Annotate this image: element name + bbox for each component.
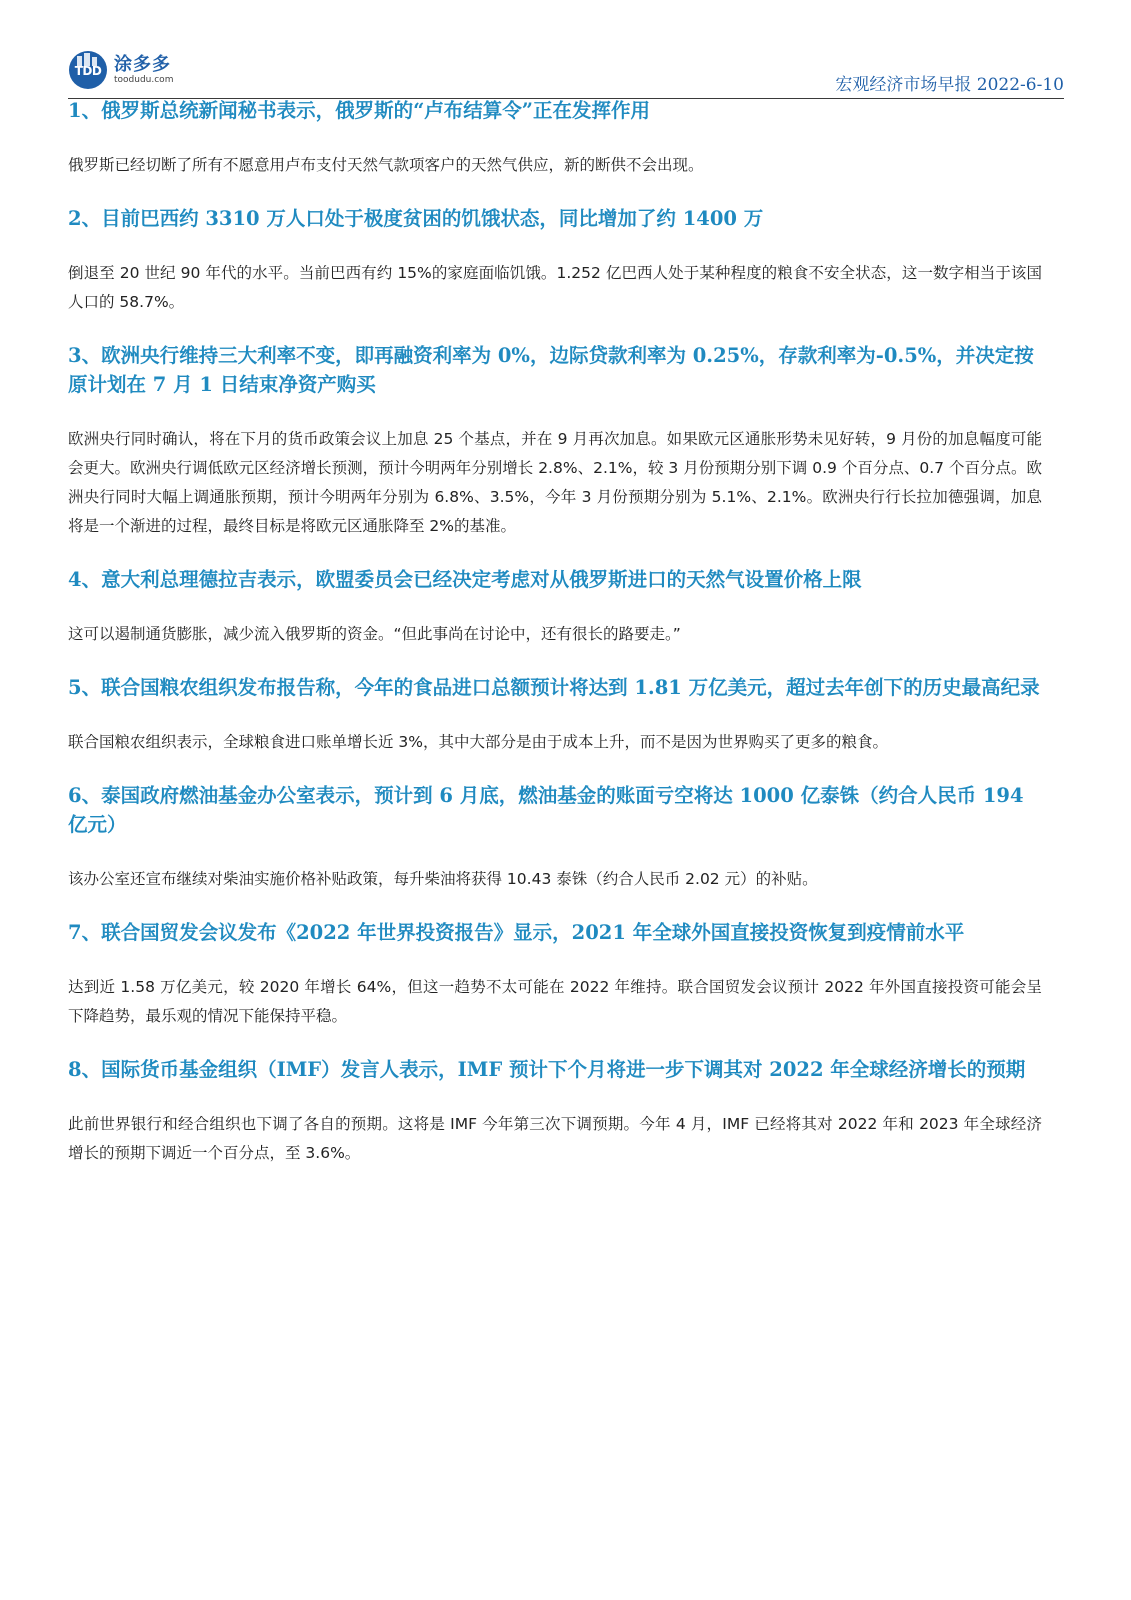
news-list bbox=[68, 96, 1042, 1168]
report-title: 宏观经济市场早报 2022-6-10 bbox=[835, 75, 1064, 95]
news-headline: 7、联合国贸发会议发布《2022 年世界投资报告》显示，2021 年全球外国直接投资恢复到疫情前水平 bbox=[68, 921, 965, 944]
news-body: 达到近 1.58 万亿美元，较 2020 年增长 64%，但这一趋势不太可能在 2022 年维持。联合国贸发会议预计 2022 年外国直接投资可能会呈下降趋势，最乐观的情况下能保持平稳。 bbox=[68, 978, 1042, 1025]
news-item bbox=[68, 96, 1042, 180]
news-body: 欧洲央行同时确认，将在下月的货币政策会议上加息 25 个基点，并在 9 月再次加息。如果欧元区通胀形势未见好转，9 月份的加息幅度可能会更大。欧洲央行调低欧元区经济增长预测，预计今明两年分别增长 2.8%、2.1%，较 3 月份预期分别下调 0.9 个百分点、0.7 个百分点。欧洲央行同时大幅上调通胀预期，预计今明两年分别为 6.8%、3.5%，今年 3 月份预期分别为 5.1%、2.1%。欧洲央行行长拉加德强调，加息将是一个渐进的过程，最终目标是将欧元区通胀降至 2%的基准。 bbox=[68, 430, 1042, 535]
news-item bbox=[68, 565, 1042, 649]
news-body: 俄罗斯已经切断了所有不愿意用卢布支付天然气款项客户的天然气供应，新的断供不会出现。 bbox=[68, 156, 704, 174]
logo-url: toodudu.com bbox=[114, 75, 174, 85]
logo-badge-icon bbox=[68, 50, 108, 90]
news-body: 联合国粮农组织表示，全球粮食进口账单增长近 3%，其中大部分是由于成本上升，而不是因为世界购买了更多的粮食。 bbox=[68, 733, 889, 751]
news-headline: 1、俄罗斯总统新闻秘书表示，俄罗斯的“卢布结算令”正在发挥作用 bbox=[68, 99, 651, 122]
news-headline: 5、联合国粮农组织发布报告称，今年的食品进口总额预计将达到 1.81 万亿美元，超过去年创下的历史最高纪录 bbox=[68, 676, 1040, 699]
news-item bbox=[68, 781, 1042, 894]
news-item bbox=[68, 341, 1042, 541]
news-body: 此前世界银行和经合组织也下调了各自的预期。这将是 IMF 今年第三次下调预期。今年 4 月，IMF 已经将其对 2022 年和 2023 年全球经济增长的预期下调近一个百分点，至 3.6%。 bbox=[68, 1115, 1042, 1162]
news-headline: 4、意大利总理德拉吉表示，欧盟委员会已经决定考虑对从俄罗斯进口的天然气设置价格上限 bbox=[68, 568, 862, 591]
news-item bbox=[68, 1055, 1042, 1168]
page-header bbox=[68, 42, 1064, 99]
news-headline: 8、国际货币基金组织（IMF）发言人表示，IMF 预计下个月将进一步下调其对 2022 年全球经济增长的预期 bbox=[68, 1058, 1026, 1081]
news-body: 倒退至 20 世纪 90 年代的水平。当前巴西有约 15%的家庭面临饥饿。1.252 亿巴西人处于某种程度的粮食不安全状态，这一数字相当于该国人口的 58.7%。 bbox=[68, 264, 1042, 311]
news-item bbox=[68, 673, 1042, 757]
logo-name: 涂多多 bbox=[114, 54, 171, 75]
news-headline: 2、目前巴西约 3310 万人口处于极度贫困的饥饿状态，同比增加了约 1400 万 bbox=[68, 207, 764, 230]
news-item bbox=[68, 918, 1042, 1031]
news-body: 该办公室还宣布继续对柴油实施价格补贴政策，每升柴油将获得 10.43 泰铢（约合人民币 2.02 元）的补贴。 bbox=[68, 870, 818, 888]
news-item bbox=[68, 204, 1042, 317]
news-headline: 3、欧洲央行维持三大利率不变，即再融资利率为 0%，边际贷款利率为 0.25%，存款利率为-0.5%，并决定按原计划在 7 月 1 日结束净资产购买 bbox=[68, 344, 1034, 396]
company-logo bbox=[68, 44, 208, 90]
news-body: 这可以遏制通货膨胀，减少流入俄罗斯的资金。“但此事尚在讨论中，还有很长的路要走。” bbox=[68, 625, 681, 643]
logo-badge-text: TDD bbox=[74, 64, 102, 78]
news-headline: 6、泰国政府燃油基金办公室表示，预计到 6 月底，燃油基金的账面亏空将达 1000 亿泰铢（约合人民币 194 亿元） bbox=[68, 784, 1024, 836]
